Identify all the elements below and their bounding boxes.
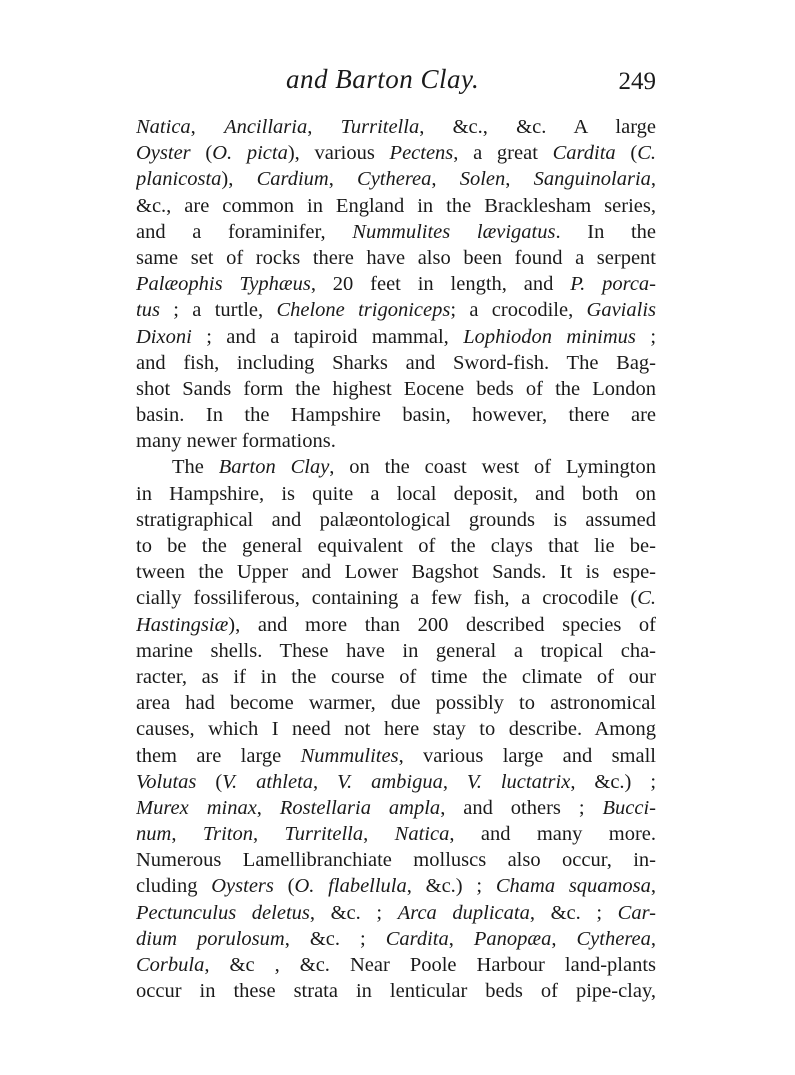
text-line: num, Triton, Turritella, Natica, and many more. xyxy=(136,823,656,846)
text-line: Hastingsiæ), and more than 200 described species of xyxy=(136,613,656,636)
text-line: area had become warmer, due possibly to astronomical xyxy=(136,692,656,715)
text-line: tus ; a turtle, Chelone trigoniceps; a crocodile, Gavialis xyxy=(136,299,656,322)
text-line: many newer formations. xyxy=(136,430,336,453)
text-line: Numerous Lamellibranchiate molluscs also occur, in- xyxy=(136,849,656,872)
text-line: Corbula, &c , &c. Near Poole Harbour land-plants xyxy=(136,954,656,976)
text-line: Oyster (O. picta), various Pectens, a great Cardita (C. xyxy=(136,142,656,165)
body-text xyxy=(136,114,656,1004)
text-line: Natica, Ancillaria, Turritella, &c., &c. A large xyxy=(136,116,656,138)
text-line: Volutas (V. athleta, V. ambigua, V. luctatrix, &c.) ; xyxy=(136,770,656,793)
text-line: in Hampshire, is quite a local deposit, and both on xyxy=(136,482,656,505)
text-line: Dixoni ; and a tapiroid mammal, Lophiodon minimus ; xyxy=(136,325,656,348)
text-line: and fish, including Sharks and Sword-fish. The Bag- xyxy=(136,351,656,374)
text-line: &c., are common in England in the Bracklesham series, xyxy=(136,194,656,217)
text-line: same set of rocks there have also been found a serpent xyxy=(136,246,656,269)
text-line: shot Sands form the highest Eocene beds of the London xyxy=(136,377,656,400)
text-line: basin. In the Hampshire basin, however, there are xyxy=(136,404,656,427)
text-line: marine shells. These have in general a tropical cha- xyxy=(136,639,656,662)
text-line: them are large Nummulites, various large and small xyxy=(136,744,656,767)
page-number: 249 xyxy=(618,68,656,95)
text-line: cially fossiliferous, containing a few fish, a crocodile (C. xyxy=(136,587,656,610)
text-line: occur in these strata in lenticular beds of pipe-clay, xyxy=(136,980,656,1003)
text-line: planicosta), Cardium, Cytherea, Solen, Sanguinolaria, xyxy=(136,168,656,191)
text-line: Pectunculus deletus, &c. ; Arca duplicata, &c. ; Car- xyxy=(136,901,656,924)
text-line: Palæophis Typhæus, 20 feet in length, and P. porca- xyxy=(136,273,656,296)
text-line: and a foraminifer, Nummulites lævigatus. In the xyxy=(136,220,656,243)
text-line: to be the general equivalent of the clays that lie be- xyxy=(136,535,656,557)
text-line: causes, which I need not here stay to describe. Among xyxy=(136,718,656,741)
text-line: racter, as if in the course of time the climate of our xyxy=(136,665,656,688)
text-line: tween the Upper and Lower Bagshot Sands. It is espe- xyxy=(136,561,656,584)
text-line: The Barton Clay, on the coast west of Lymington xyxy=(172,456,656,479)
page-header xyxy=(136,64,656,104)
running-title: and Barton Clay. xyxy=(286,64,480,94)
text-line: stratigraphical and palæontological grounds is assumed xyxy=(136,508,656,531)
text-line: Murex minax, Rostellaria ampla, and others ; Bucci- xyxy=(136,796,656,819)
text-line: dium porulosum, &c. ; Cardita, Panopæa, Cytherea, xyxy=(136,927,656,950)
text-line: cluding Oysters (O. flabellula, &c.) ; Chama squamosa, xyxy=(136,875,656,898)
